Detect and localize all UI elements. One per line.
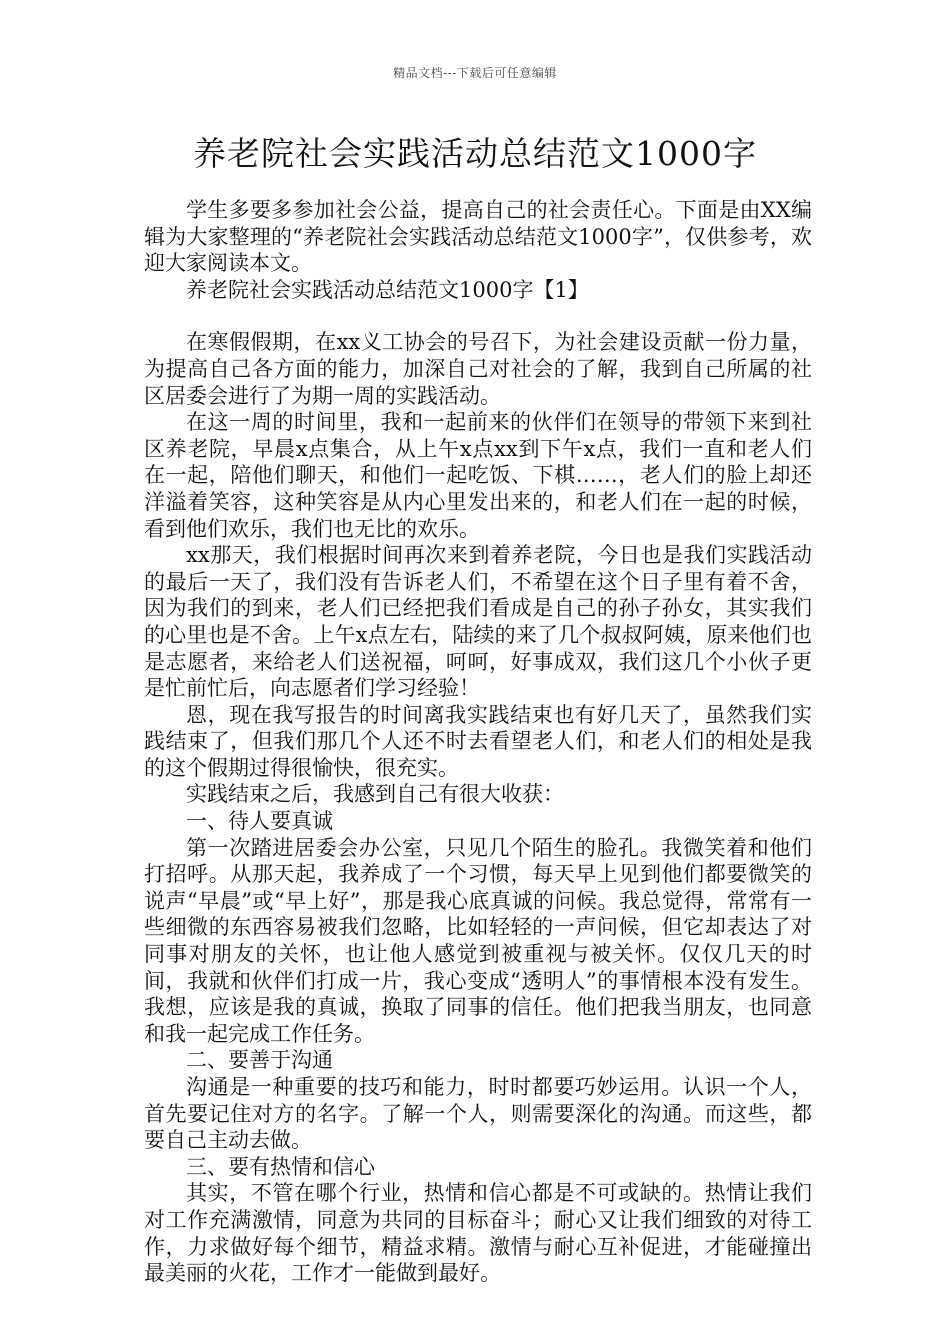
body-paragraph: xx那天，我们根据时间再次来到着养老院，今日也是我们实践活动的最后一天了，我们没有告诉老人们，不希望在这个日子里有着不舍，因为我们的到来，老人们已经把我们看成是自己的孙子孙女，其实我们的心里也是不舍。上午x点左右，陆续的来了几个叔叔阿姨，原来他们也是志愿者，来给老人们送祝福，呵呵，好事成双，我们这几个小伙子更是忙前忙后，向志愿者们学习经验！ <box>144 543 812 701</box>
page-header: 精品文档---下载后可任意编辑 <box>393 66 557 80</box>
body-paragraph: 其实，不管在哪个行业，热情和信心都是不可或缺的。热情让我们对工作充满激情，同意为共同的目标奋斗；耐心又让我们细致的对待工作，力求做好每个细节，精益求精。激情与耐心互补促进，才能碰撞出最美丽的火花，工作才一能做到最好。 <box>144 1181 812 1286</box>
section-heading: 养老院社会实践活动总结范文1000字【1】 <box>186 277 589 302</box>
body-paragraph: 第一次踏进居委会办公室，只见几个陌生的脸孔。我微笑着和他们打招呼。从那天起，我养成了一个习惯，每天早上见到他们都要微笑的说声“早晨”或“早上好”，那是我心底真诚的问候。我总觉得，常常有一些细微的东西容易被我们忽略，比如轻轻的一声问候，但它却表达了对同事对朋友的关怀，也让他人感觉到被重视与被关怀。仅仅几天的时间，我就和伙伴们打成一片，我心变成“透明人”的事情根本没有发生。我想，应该是我的真诚，换取了同事的信任。他们把我当朋友，也同意和我一起完成工作任务。 <box>144 835 812 1046</box>
document-title: 养老院社会实践活动总结范文1000字 <box>193 134 757 173</box>
intro-paragraph: 学生多要多参加社会公益，提高自己的社会责任心。下面是由XX编辑为大家整理的“养老院社会实践活动总结范文1000字”，仅供参考，欢迎大家阅读本文。 <box>144 198 812 276</box>
body-paragraph: 沟通是一种重要的技巧和能力，时时都要巧妙运用。认识一个人，首先要记住对方的名字。了解一个人，则需要深化的沟通。而这些，都要自己主动去做。 <box>144 1075 812 1153</box>
body-paragraph: 在这一周的时间里，我和一起前来的伙伴们在领导的带领下来到社区养老院，早晨x点集合，从上午x点xx到下午x点，我们一直和老人们在一起，陪他们聊天，和他们一起吃饭、下棋……，老人们的脸上却还洋溢着笑容，这种笑容是从内心里发出来的，和老人们在一起的时候，看到他们欢乐，我们也无比的欢乐。 <box>144 410 812 541</box>
body-paragraph: 实践结束之后，我感到自己有很大收获： <box>186 782 564 807</box>
subheading: 一、待人要真诚 <box>186 809 333 834</box>
body-paragraph: 恩，现在我写报告的时间离我实践结束也有好几天了，虽然我们实践结束了，但我们那几个人还不时去看望老人们，和老人们的相处是我的这个假期过得很愉快，很充实。 <box>144 702 812 780</box>
subheading: 三、要有热情和信心 <box>186 1154 375 1179</box>
body-paragraph: 在寒假假期，在xx义工协会的号召下，为社会建设贡献一份力量，为提高自己各方面的能力，加深自己对社会的了解，我到自己所属的社区居委会进行了为期一周的实践活动。 <box>144 330 812 408</box>
subheading: 二、要善于沟通 <box>186 1048 333 1073</box>
document-body <box>144 197 812 1287</box>
